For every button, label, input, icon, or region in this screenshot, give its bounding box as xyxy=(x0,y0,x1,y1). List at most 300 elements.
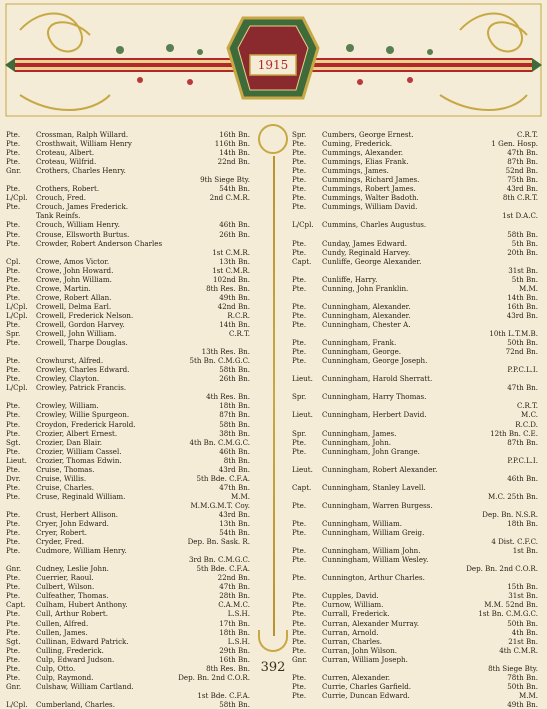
entry-name: Cunningham, Harry Thomas. xyxy=(322,392,427,402)
entry-rank: Pte. xyxy=(6,446,21,456)
entry-rank: Gnr. xyxy=(292,654,308,664)
entry-rank: Pte. xyxy=(6,274,21,284)
entry-name: Crouse, Ellsworth Burtus. xyxy=(36,229,130,239)
entry-unit: 8th Res. Bn. xyxy=(206,663,250,673)
entry-name: Crozier, William Cassel. xyxy=(36,446,122,456)
entry-unit: 14th Bn. xyxy=(219,148,250,158)
entry-rank: Gnr. xyxy=(6,166,22,176)
entry-unit: 87th Bn. xyxy=(507,437,538,447)
entry-unit: 78th Bn. xyxy=(507,672,538,682)
entry-name: Cummings, Alexander. xyxy=(322,148,403,158)
entry-rank: Pte. xyxy=(6,519,21,529)
entry-name: Cryer, Robert. xyxy=(36,528,87,538)
entry-name: Cunliffe, Harry. xyxy=(322,274,378,284)
entry-name: Cunningham, Chester A. xyxy=(322,319,411,329)
roll-entry xyxy=(6,338,254,347)
entry-name: Cunningham, Stanley Lavell. xyxy=(322,482,426,492)
entry-name: Cunningham, Alexander. xyxy=(322,301,411,311)
roll-entry xyxy=(6,383,254,392)
entry-unit: C.A.M.C. xyxy=(218,600,250,610)
entry-unit: Dep. Bn. 2nd C.O.R. xyxy=(466,564,538,574)
entry-rank: Pte. xyxy=(292,356,307,366)
roll-entry xyxy=(6,356,254,365)
entry-unit: 1st Bde. C.F.A. xyxy=(197,690,250,700)
entry-name: Tank Reinfs. xyxy=(36,211,81,221)
entry-rank: Pte. xyxy=(292,627,307,637)
roll-entry xyxy=(6,492,254,501)
entry-unit: 1 Gen. Hosp. xyxy=(491,139,538,149)
entry-rank: Pte. xyxy=(292,274,307,284)
entry-rank: Gnr. xyxy=(6,681,22,691)
entry-unit: 16th Bn. xyxy=(219,130,250,139)
roll-entry xyxy=(292,582,542,591)
entry-rank: Pte. xyxy=(292,319,307,329)
entry-name: Cunday, James Edward. xyxy=(322,238,408,248)
entry-unit: 13th Res. Bn. xyxy=(201,347,250,357)
roll-entry xyxy=(292,293,542,302)
entry-rank: Sgt. xyxy=(6,636,21,646)
entry-rank: Lieut. xyxy=(292,374,313,384)
entry-name: Crowley, Patrick Francis. xyxy=(36,383,127,393)
entry-name: Cunning, John Franklin. xyxy=(322,283,409,293)
entry-unit: 9th Siege Bty. xyxy=(200,175,250,185)
roll-entry xyxy=(292,447,542,456)
entry-rank: Pte. xyxy=(6,202,21,212)
roll-entry xyxy=(292,257,542,266)
entry-rank: Pte. xyxy=(292,338,307,348)
entry-unit: M.C. 25th Bn. xyxy=(488,491,538,501)
roll-entry xyxy=(6,510,254,519)
roll-entry xyxy=(6,257,254,266)
entry-rank: Pte. xyxy=(6,229,21,239)
entry-unit: L.S.H. xyxy=(227,636,250,646)
entry-name: Cunningham, William Wesley. xyxy=(322,555,429,565)
entry-rank: Pte. xyxy=(292,347,307,357)
entry-name: Cudney, Leslie John. xyxy=(36,564,109,574)
entry-unit: R.C.R. xyxy=(227,310,250,320)
entry-unit: 17th Bn. xyxy=(219,618,250,628)
entry-name: Crowder, Robert Anderson Charles xyxy=(36,238,163,248)
entry-name: Cummings, William David. xyxy=(322,202,418,212)
roll-entry xyxy=(292,184,542,193)
roll-entry xyxy=(292,365,542,374)
entry-unit: 72nd Bn. xyxy=(505,347,538,357)
roll-entry xyxy=(292,519,542,528)
roll-entry xyxy=(292,193,542,202)
roll-entry xyxy=(292,239,542,248)
entry-unit: 47th Bn. xyxy=(219,482,250,492)
entry-name: Cruse, Reginald William. xyxy=(36,491,126,501)
entry-rank: Pte. xyxy=(292,500,307,510)
roll-entry xyxy=(292,528,542,537)
entry-unit: 52nd Bn. xyxy=(505,166,538,176)
entry-rank: Pte. xyxy=(292,636,307,646)
entry-unit: M.M. xyxy=(230,491,250,501)
roll-entry xyxy=(292,166,542,175)
entry-unit: C.R.T. xyxy=(517,401,538,411)
footer-ornament xyxy=(258,630,288,652)
entry-unit: 4 Dist. C.F.C. xyxy=(491,537,538,547)
entry-name: Cunliffe, George Alexander. xyxy=(322,256,422,266)
roll-entry xyxy=(292,410,542,419)
roll-entry xyxy=(292,555,542,564)
entry-unit: 46th Bn. xyxy=(219,446,250,456)
entry-rank: Pte. xyxy=(6,546,21,556)
roll-entry xyxy=(6,230,254,239)
entry-rank: Pte. xyxy=(292,238,307,248)
roll-entry xyxy=(292,646,542,655)
entry-rank: Pte. xyxy=(6,573,21,583)
entry-unit: L.S.H. xyxy=(227,609,250,619)
roll-entry xyxy=(6,591,254,600)
entry-name: Cunnington, Arthur Charles. xyxy=(322,573,425,583)
entry-unit: 8th Siege Bty. xyxy=(488,663,538,673)
roll-entry xyxy=(6,564,254,573)
roll-entry xyxy=(6,646,254,655)
entry-rank: Sgt. xyxy=(6,437,21,447)
entry-unit: 43rd Bn. xyxy=(218,509,250,519)
entry-unit: 1st Bn. xyxy=(512,546,538,556)
entry-unit: R.C.D. xyxy=(515,419,538,429)
entry-rank: Pte. xyxy=(6,482,21,492)
entry-name: Crosthwait, William Henry xyxy=(36,139,132,149)
entry-rank: Pte. xyxy=(6,654,21,664)
entry-rank: Pte. xyxy=(6,537,21,547)
roll-entry xyxy=(292,573,542,582)
entry-unit: 8th Bn. xyxy=(223,455,250,465)
entry-rank: Spr. xyxy=(292,392,307,402)
entry-rank: Pte. xyxy=(292,672,307,682)
roll-entry xyxy=(6,501,254,510)
entry-unit: 1st C.M.R. xyxy=(212,247,250,257)
entry-rank: Pte. xyxy=(292,202,307,212)
entry-rank: Capt. xyxy=(292,482,312,492)
roll-entry xyxy=(6,392,254,401)
entry-unit: 47th Bn. xyxy=(507,383,538,393)
left-name-column xyxy=(6,130,254,709)
entry-unit: 2nd C.M.R. xyxy=(209,193,250,203)
roll-entry xyxy=(292,148,542,157)
roll-entry xyxy=(292,673,542,682)
roll-entry xyxy=(6,673,254,682)
roll-entry xyxy=(6,582,254,591)
entry-rank: Pte. xyxy=(6,672,21,682)
entry-rank: Capt. xyxy=(6,600,26,610)
entry-name: Culfeather, Thomas. xyxy=(36,591,109,601)
entry-rank: Pte. xyxy=(6,238,21,248)
entry-name: Cupples, David. xyxy=(322,591,379,601)
entry-rank: Gnr. xyxy=(6,564,22,574)
entry-rank: Pte. xyxy=(6,663,21,673)
entry-name: Cudmore, William Henry. xyxy=(36,546,127,556)
entry-rank: Pte. xyxy=(292,310,307,320)
entry-unit: 16th Bn. xyxy=(219,654,250,664)
entry-unit: 26th Bn. xyxy=(219,229,250,239)
entry-name: Curran, Arnold. xyxy=(322,627,379,637)
entry-unit: 29th Bn. xyxy=(219,645,250,655)
roll-entry xyxy=(292,619,542,628)
entry-name: Cunningham, Alexander. xyxy=(322,310,411,320)
roll-entry xyxy=(292,392,542,401)
roll-entry xyxy=(6,655,254,664)
entry-name: Cummings, Walter Badoth. xyxy=(322,193,419,203)
entry-name: Cunningham, Robert Alexander. xyxy=(322,464,438,474)
roll-entry xyxy=(292,383,542,392)
entry-name: Crust, Herbert Allison. xyxy=(36,509,119,519)
roll-entry xyxy=(292,230,542,239)
entry-unit: 31st Bn. xyxy=(508,265,538,275)
entry-rank: Lieut. xyxy=(6,455,27,465)
roll-entry xyxy=(6,202,254,211)
roll-entry xyxy=(292,537,542,546)
roll-entry xyxy=(6,438,254,447)
entry-name: Crowe, Robert Allan. xyxy=(36,292,112,302)
entry-rank: Pte. xyxy=(292,437,307,447)
entry-name: Cruise, Thomas. xyxy=(36,464,95,474)
roll-entry xyxy=(6,528,254,537)
entry-unit: 28th Bn. xyxy=(219,591,250,601)
roll-entry xyxy=(292,420,542,429)
roll-entry xyxy=(6,420,254,429)
entry-name: Crouch, James Frederick. xyxy=(36,202,129,212)
entry-unit: 50th Bn. xyxy=(507,338,538,348)
entry-name: Cumbers, George Ernest. xyxy=(322,130,414,139)
entry-rank: Pte. xyxy=(6,627,21,637)
entry-name: Cunningham, Harold Sherratt. xyxy=(322,374,433,384)
entry-name: Crozier, Dan Blair. xyxy=(36,437,103,447)
entry-rank: Pte. xyxy=(292,175,307,185)
entry-unit: 5th Bn. xyxy=(511,238,538,248)
roll-entry xyxy=(292,266,542,275)
entry-rank: Pte. xyxy=(292,573,307,583)
entry-rank: Pte. xyxy=(292,301,307,311)
roll-entry xyxy=(292,546,542,555)
entry-rank: Lieut. xyxy=(292,410,313,420)
entry-unit: 87th Bn. xyxy=(507,157,538,167)
entry-name: Cull, Arthur Robert. xyxy=(36,609,109,619)
roll-entry xyxy=(6,682,254,691)
entry-unit: 5th Bn. xyxy=(511,274,538,284)
roll-entry xyxy=(292,564,542,573)
entry-rank: Pte. xyxy=(292,139,307,149)
entry-rank: Pte. xyxy=(6,184,21,194)
entry-rank: Pte. xyxy=(6,591,21,601)
entry-unit: 14th Bn. xyxy=(507,292,538,302)
entry-rank: Pte. xyxy=(6,419,21,429)
roll-entry xyxy=(292,139,542,148)
entry-rank: Pte. xyxy=(292,157,307,167)
roll-entry xyxy=(6,546,254,555)
entry-unit: P.P.C.L.I. xyxy=(507,365,538,375)
roll-entry xyxy=(6,166,254,175)
entry-name: Cummings, James. xyxy=(322,166,389,176)
roll-entry xyxy=(292,591,542,600)
roll-entry xyxy=(292,347,542,356)
roll-entry xyxy=(6,284,254,293)
entry-unit: 3rd Bn. C.M.G.C. xyxy=(188,555,250,565)
roll-entry xyxy=(292,338,542,347)
entry-name: Currall, Frederick. xyxy=(322,609,390,619)
entry-unit: 1st D.A.C. xyxy=(502,211,538,221)
entry-name: Cryer, John Edward. xyxy=(36,519,109,529)
entry-name: Curran, Alexander Murray. xyxy=(322,618,420,628)
entry-name: Cruise, Charles. xyxy=(36,482,94,492)
entry-unit: C.R.T. xyxy=(229,329,250,339)
entry-name: Cundy, Reginald Harvey. xyxy=(322,247,411,257)
roll-entry xyxy=(6,447,254,456)
entry-name: Crowe, Martin. xyxy=(36,283,91,293)
entry-unit: Dep. Bn. N.S.R. xyxy=(482,509,538,519)
entry-name: Crowley, Willie Spurgeon. xyxy=(36,410,130,420)
entry-name: Cunningham, George Joseph. xyxy=(322,356,428,366)
roll-entry xyxy=(6,184,254,193)
entry-unit: M.M. 52nd Bn. xyxy=(484,600,538,610)
roll-entry xyxy=(292,130,542,139)
roll-entry xyxy=(6,628,254,637)
entry-name: Cunningham, Warren Burgess. xyxy=(322,500,433,510)
entry-unit: 15th Bn. xyxy=(507,582,538,592)
monogram-ornament xyxy=(258,124,288,154)
roll-entry xyxy=(292,220,542,229)
roll-entry xyxy=(292,655,542,664)
entry-rank: Pte. xyxy=(292,184,307,194)
entry-rank: Pte. xyxy=(6,401,21,411)
entry-unit: 8th C.R.T. xyxy=(502,193,538,203)
roll-entry xyxy=(6,555,254,564)
entry-name: Culp, Otto. xyxy=(36,663,76,673)
entry-name: Crozier, Albert Ernest. xyxy=(36,428,118,438)
entry-rank: Pte. xyxy=(292,247,307,257)
entry-name: Crowell, John William. xyxy=(36,329,117,339)
entry-name: Crowe, John William. xyxy=(36,274,112,284)
entry-rank: Pte. xyxy=(6,609,21,619)
entry-unit: 10th L.T.M.B. xyxy=(489,329,538,339)
roll-entry xyxy=(6,293,254,302)
entry-name: Cunningham, John. xyxy=(322,437,392,447)
entry-unit: 47th Bn. xyxy=(507,148,538,158)
entry-rank: Pte. xyxy=(292,618,307,628)
entry-name: Cryder, Fred. xyxy=(36,537,84,547)
entry-unit: 18th Bn. xyxy=(219,401,250,411)
entry-name: Crowley, Charles Edward. xyxy=(36,365,130,375)
entry-name: Curren, Alexander. xyxy=(322,672,391,682)
entry-name: Cunningham, John Grange. xyxy=(322,446,420,456)
entry-rank: Pte. xyxy=(6,130,21,139)
entry-rank: Pte. xyxy=(6,645,21,655)
roll-entry xyxy=(292,637,542,646)
entry-unit: 13th Bn. xyxy=(219,256,250,266)
entry-unit: 8th Res. Bn. xyxy=(206,283,250,293)
entry-rank: Pte. xyxy=(292,193,307,203)
entry-name: Cummins, Charles Augustus. xyxy=(322,220,427,230)
roll-entry xyxy=(292,474,542,483)
entry-rank: Pte. xyxy=(6,157,21,167)
entry-name: Curnow, William. xyxy=(322,600,384,610)
entry-rank: Pte. xyxy=(6,618,21,628)
entry-name: Crossman, Ralph Willard. xyxy=(36,130,129,139)
roll-entry xyxy=(6,347,254,356)
roll-entry xyxy=(6,329,254,338)
entry-rank: Pte. xyxy=(292,681,307,691)
entry-unit: 5th Bde. C.F.A. xyxy=(196,564,250,574)
roll-entry xyxy=(6,619,254,628)
entry-unit: 18th Bn. xyxy=(219,627,250,637)
entry-name: Crowell, Frederick Nelson. xyxy=(36,310,134,320)
roll-entry xyxy=(6,139,254,148)
entry-unit: 50th Bn. xyxy=(507,618,538,628)
entry-rank: Pte. xyxy=(292,528,307,538)
entry-name: Crowe, John Howard. xyxy=(36,265,114,275)
entry-rank: L/Cpl. xyxy=(292,220,314,230)
entry-unit: 58th Bn. xyxy=(219,365,250,375)
entry-rank: Pte. xyxy=(6,464,21,474)
entry-unit: Dep. Bn. 2nd C.O.R. xyxy=(178,672,250,682)
entry-rank: Pte. xyxy=(6,528,21,538)
roll-entry xyxy=(6,148,254,157)
roll-entry xyxy=(6,573,254,582)
entry-unit: 5th Bn. C.M.G.C. xyxy=(189,356,250,366)
roll-entry xyxy=(6,410,254,419)
entry-rank: Pte. xyxy=(292,446,307,456)
roll-entry xyxy=(6,483,254,492)
entry-rank: Pte. xyxy=(292,148,307,158)
roll-entry xyxy=(6,429,254,438)
entry-unit: 1st Bn. C.M.G.C. xyxy=(478,609,538,619)
entry-unit: 50th Bn. xyxy=(507,681,538,691)
roll-entry xyxy=(6,220,254,229)
entry-name: Crowe, Amos Victor. xyxy=(36,256,110,266)
entry-rank: Spr. xyxy=(6,329,21,339)
entry-name: Curran, John Wilson. xyxy=(322,645,398,655)
roll-entry xyxy=(6,609,254,618)
entry-rank: Pte. xyxy=(6,410,21,420)
header-year: 1915 xyxy=(257,58,289,72)
entry-unit: 42nd Bn. xyxy=(217,301,250,311)
entry-rank: Pte. xyxy=(6,220,21,230)
roll-entry xyxy=(6,664,254,673)
entry-unit: 58th Bn. xyxy=(507,229,538,239)
entry-name: Crothers, Charles Henry. xyxy=(36,166,126,176)
roll-entry xyxy=(6,130,254,139)
entry-name: Culbert, Wilson. xyxy=(36,582,95,592)
entry-name: Croteau, Albert. xyxy=(36,148,95,158)
roll-entry xyxy=(292,211,542,220)
entry-name: Crozier, Thomas Edwin. xyxy=(36,455,122,465)
roll-entry xyxy=(6,374,254,383)
roll-entry xyxy=(292,356,542,365)
roll-entry xyxy=(6,365,254,374)
roll-entry xyxy=(292,483,542,492)
entry-name: Cullen, James. xyxy=(36,627,88,637)
roll-entry xyxy=(292,401,542,410)
entry-unit: 43rd Bn. xyxy=(218,464,250,474)
entry-rank: L/Cpl. xyxy=(6,310,28,320)
entry-name: Croteau, Wilfrid. xyxy=(36,157,97,167)
roll-entry xyxy=(292,329,542,338)
entry-unit: Dep. Bn. Sask. R. xyxy=(187,537,250,547)
entry-name: Cunningham, Herbert David. xyxy=(322,410,427,420)
roll-entry xyxy=(6,465,254,474)
entry-name: Curran, Charles. xyxy=(322,636,383,646)
roll-entry xyxy=(6,211,254,220)
roll-entry xyxy=(292,609,542,618)
entry-name: Culling, Frederick. xyxy=(36,645,104,655)
entry-name: Cruise, Willis. xyxy=(36,473,87,483)
entry-rank: Pte. xyxy=(6,356,21,366)
entry-name: Cunningham, William Greig. xyxy=(322,528,425,538)
roll-entry xyxy=(292,175,542,184)
right-name-column xyxy=(292,130,542,709)
